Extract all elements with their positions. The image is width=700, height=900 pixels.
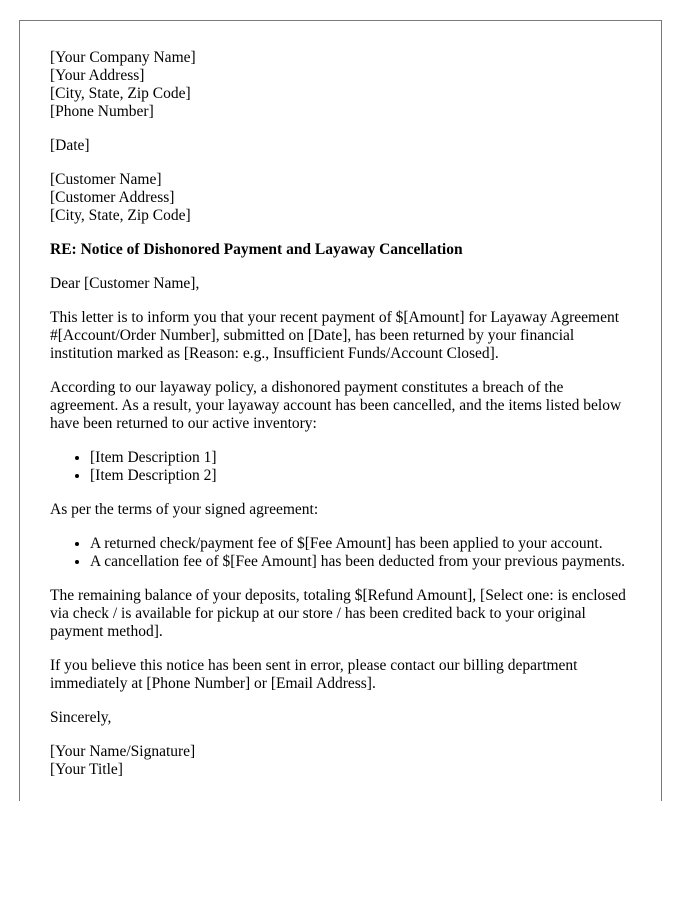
letter-body — [50, 49, 630, 795]
list-item: • [Item Description 2] — [90, 467, 630, 485]
sender-address: [Your Address] — [50, 67, 145, 84]
list-item: • A returned check/payment fee of $[Fee Amount] has been applied to your account. — [90, 535, 630, 553]
paragraph-payment-returned: This letter is to inform you that your recent payment of $[Amount] for Layaway Agreement #[Account/Order Number], submitted on [Date], has been returned by your financial institution marked as [Reason: e.g., Insufficient Funds/Account Closed]. — [50, 309, 620, 362]
recipient-name: [Customer Name] — [50, 171, 162, 188]
sender-phone: [Phone Number] — [50, 103, 154, 120]
subject-line: RE: Notice of Dishonored Payment and Layaway Cancellation — [50, 241, 463, 258]
list-item: • [Item Description 1] — [90, 449, 630, 467]
signature-name: [Your Name/Signature] — [50, 743, 196, 760]
sender-block — [50, 49, 630, 121]
recipient-block — [50, 171, 630, 225]
fees-list — [50, 535, 630, 571]
signature-block — [50, 743, 630, 779]
items-list — [50, 449, 630, 485]
closing: Sincerely, — [50, 709, 112, 726]
list-item: • A cancellation fee of $[Fee Amount] has been deducted from your previous payments. — [90, 553, 630, 571]
paragraph-agreement-terms: As per the terms of your signed agreement: — [50, 501, 319, 518]
paragraph-policy-breach: According to our layaway policy, a dishonored payment constitutes a breach of the agreement. As a result, your layaway account has been cancelled, and the items listed below have been returned to our active inventory: — [50, 379, 622, 432]
sender-city-state-zip: [City, State, Zip Code] — [50, 85, 191, 102]
sender-company: [Your Company Name] — [50, 49, 196, 66]
letter-page — [19, 20, 662, 801]
paragraph-contact: If you believe this notice has been sent in error, please contact our billing department immediately at [Phone Number] or [Email Address]. — [50, 657, 578, 692]
recipient-address: [Customer Address] — [50, 189, 175, 206]
paragraph-refund: The remaining balance of your deposits, totaling $[Refund Amount], [Select one: is enclosed via check / is available for pickup at our store / has been credited back to your original payment method]. — [50, 587, 626, 640]
recipient-city-state-zip: [City, State, Zip Code] — [50, 207, 191, 224]
signature-title: [Your Title] — [50, 761, 123, 778]
salutation: Dear [Customer Name], — [50, 275, 200, 292]
letter-date: [Date] — [50, 137, 90, 154]
